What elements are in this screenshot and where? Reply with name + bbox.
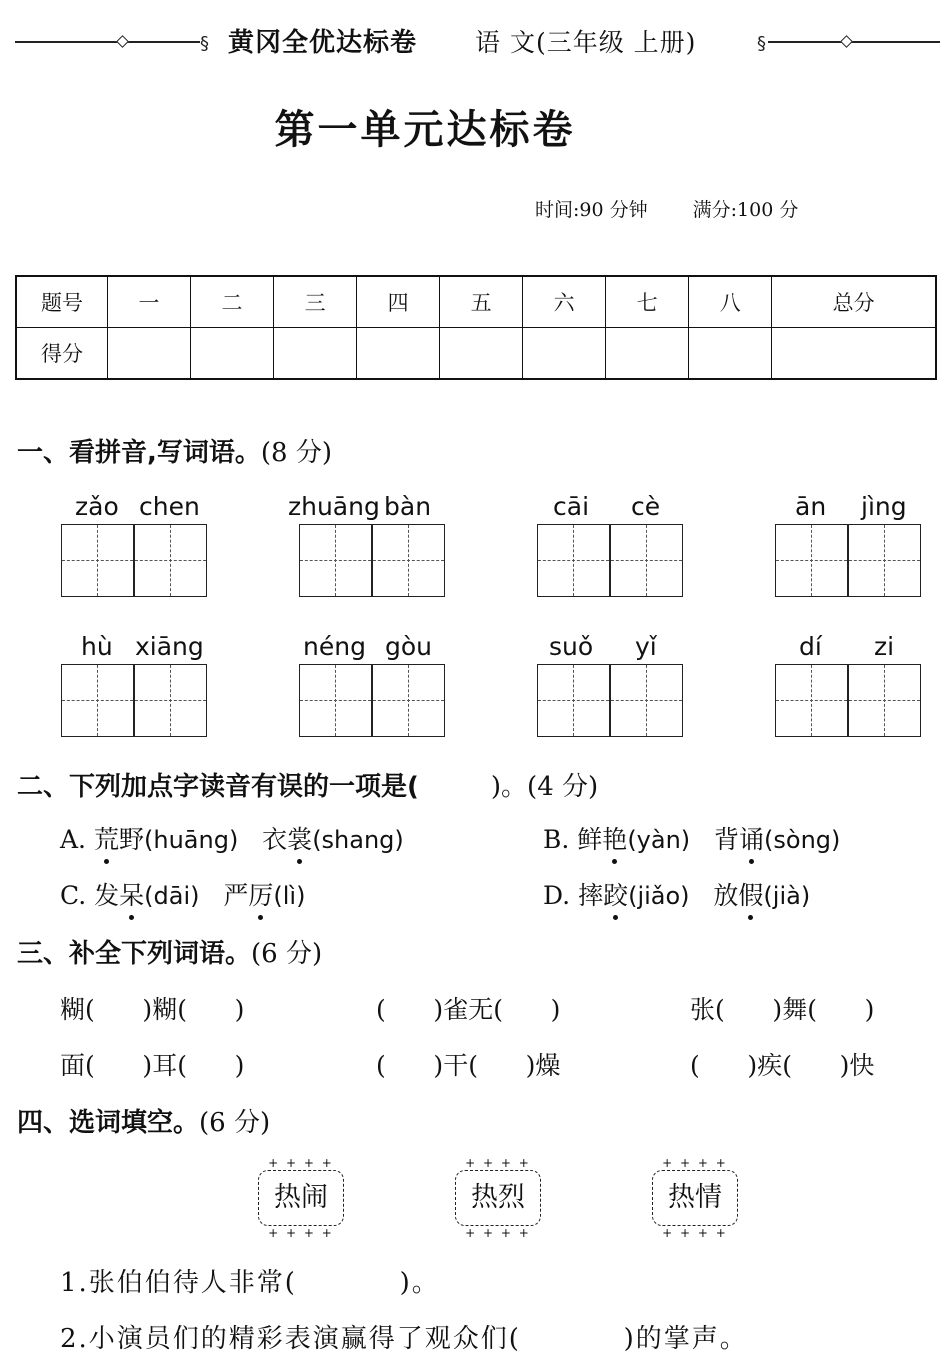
writing-box[interactable] (299, 524, 372, 597)
page-title: 第一单元达标卷 (274, 106, 576, 153)
score-cell[interactable] (772, 328, 936, 380)
q2-option-a[interactable] (60, 820, 404, 856)
dotted-char: 跤 (603, 881, 629, 910)
dotted-char: 假 (738, 881, 764, 910)
score-header-cell: 总分 (772, 276, 936, 328)
writing-box[interactable] (61, 524, 134, 597)
score-cell[interactable] (357, 328, 440, 380)
dotted-char: 诵 (739, 825, 765, 854)
option-pinyin: (huāng) (144, 826, 239, 854)
score-header-cell: 八 (689, 276, 772, 328)
writing-box[interactable] (537, 524, 610, 597)
pinyin-1: cāi (553, 492, 590, 521)
score-header-cell: 四 (357, 276, 440, 328)
option-char: 野 (118, 825, 144, 854)
option-char: 放 (713, 881, 739, 910)
writing-box[interactable] (775, 524, 848, 597)
word-card: + + + + 热情 + + + + (652, 1170, 738, 1226)
score-cell[interactable] (108, 328, 191, 380)
pinyin-1: zǎo (75, 492, 119, 521)
score-cell[interactable] (606, 328, 689, 380)
header-brand: 黄冈全优达标卷 (228, 28, 418, 58)
option-char: 摔 (578, 881, 604, 910)
writing-box[interactable] (610, 524, 683, 597)
score-header-cell: 二 (191, 276, 274, 328)
score-cell[interactable] (274, 328, 357, 380)
writing-box[interactable] (848, 524, 921, 597)
exam-full-score: 满分:100 分 (692, 199, 799, 221)
pinyin-2: zi (874, 632, 895, 661)
word-card: + + + + 热闹 + + + + (258, 1170, 344, 1226)
pinyin-2: bàn (384, 492, 432, 521)
option-pinyin: (lì) (273, 882, 306, 910)
dotted-char: 厉 (248, 881, 274, 910)
option-pinyin: (jiǎo) (628, 882, 690, 910)
pinyin-2: chen (139, 492, 200, 521)
header-diamond-left (116, 35, 129, 48)
pinyin-1: hù (81, 632, 113, 661)
option-label: C. (60, 881, 87, 910)
score-cell[interactable] (523, 328, 606, 380)
q2-title-text: 二、下列加点字读音有误的一项是( (17, 772, 419, 802)
header-subject: 语 文(三年级 上册) (475, 28, 697, 57)
writing-box[interactable] (848, 664, 921, 737)
option-pinyin: (yàn) (627, 826, 691, 854)
q1-title (17, 432, 332, 469)
exam-meta (535, 195, 843, 222)
writing-box[interactable] (299, 664, 372, 737)
pinyin-2: gòu (385, 632, 433, 661)
score-cell[interactable] (440, 328, 523, 380)
option-char: 发 (94, 881, 120, 910)
option-char: 衣 (262, 825, 288, 854)
writing-box[interactable] (134, 664, 207, 737)
q2-title-end: )。 (490, 772, 528, 802)
writing-box[interactable] (61, 664, 134, 737)
pinyin-1: zhuāng (288, 492, 380, 521)
q2-option-b[interactable] (543, 820, 840, 856)
score-row-label: 得分 (16, 328, 108, 380)
dotted-char: 荒 (93, 825, 119, 854)
score-header-cell: 五 (440, 276, 523, 328)
pinyin-1: suǒ (549, 632, 594, 661)
idiom-blank[interactable]: ( )雀无( ) (376, 995, 561, 1024)
q3-title-text: 三、补全下列词语。 (17, 939, 252, 969)
idiom-blank[interactable]: 糊( )糊( ) (60, 995, 245, 1024)
header-scroll-right-icon: § (757, 33, 766, 54)
score-header-cell: 六 (523, 276, 606, 328)
dotted-char: 艳 (602, 825, 628, 854)
writing-box[interactable] (372, 664, 445, 737)
idiom-blank[interactable]: ( )干( )燥 (376, 1051, 561, 1080)
option-pinyin: (shang) (312, 826, 404, 854)
idiom-blank[interactable]: ( )疾( )快 (690, 1051, 875, 1080)
score-header-cell: 题号 (16, 276, 108, 328)
header-diamond-right (840, 35, 853, 48)
q4-sentence-1[interactable]: 1.张伯伯待人非常( )。 (60, 1268, 440, 1298)
option-pinyin: (sòng) (764, 826, 841, 854)
score-table-score-row (16, 328, 936, 380)
writing-box[interactable] (775, 664, 848, 737)
writing-box[interactable] (537, 664, 610, 737)
option-label: A. (60, 825, 87, 854)
dotted-char: 裳 (287, 825, 313, 854)
score-header-cell: 七 (606, 276, 689, 328)
header-scroll-left-icon: § (200, 33, 209, 54)
header-rule-right (768, 41, 940, 43)
q4-points: (6 分) (199, 1108, 271, 1138)
option-char: 严 (223, 881, 249, 910)
option-pinyin: (jià) (763, 882, 811, 910)
q2-option-c[interactable] (60, 876, 305, 912)
option-pinyin: (dāi) (144, 882, 200, 910)
option-label: D. (543, 881, 571, 910)
writing-box[interactable] (372, 524, 445, 597)
writing-box[interactable] (610, 664, 683, 737)
q2-points: (4 分) (527, 772, 599, 802)
pinyin-2: yǐ (635, 632, 657, 661)
pinyin-2: xiāng (135, 632, 204, 661)
idiom-blank[interactable]: 张( )舞( ) (690, 995, 875, 1024)
q4-title (17, 1102, 270, 1139)
q2-title (17, 766, 598, 803)
score-cell[interactable] (689, 328, 772, 380)
pinyin-1: dí (799, 632, 822, 661)
exam-time: 时间:90 分钟 (535, 199, 648, 221)
q4-sentence-2[interactable]: 2.小演员们的精彩表演赢得了观众们( )的掌声。 (60, 1324, 748, 1354)
pinyin-1: ān (795, 492, 827, 521)
dotted-char: 呆 (119, 881, 145, 910)
q3-points: (6 分) (251, 939, 323, 969)
pinyin-2: cè (631, 492, 661, 521)
score-table-header-row (16, 276, 936, 328)
option-char: 鲜 (577, 825, 603, 854)
pinyin-2: jìng (861, 492, 907, 521)
writing-box[interactable] (134, 524, 207, 597)
option-char: 背 (714, 825, 740, 854)
q2-option-d[interactable] (543, 876, 810, 912)
score-table (15, 275, 937, 380)
idiom-blank[interactable]: 面( )耳( ) (60, 1051, 245, 1080)
word-card: + + + + 热烈 + + + + (455, 1170, 541, 1226)
q3-title (17, 933, 322, 970)
score-cell[interactable] (191, 328, 274, 380)
header-rule-left (15, 41, 200, 43)
score-header-cell: 一 (108, 276, 191, 328)
q4-title-text: 四、选词填空。 (17, 1108, 200, 1138)
pinyin-1: néng (303, 632, 366, 661)
q1-title-text: 一、看拼音,写词语。 (17, 438, 261, 468)
option-label: B. (543, 825, 570, 854)
q1-points: (8 分) (260, 438, 332, 468)
score-header-cell: 三 (274, 276, 357, 328)
